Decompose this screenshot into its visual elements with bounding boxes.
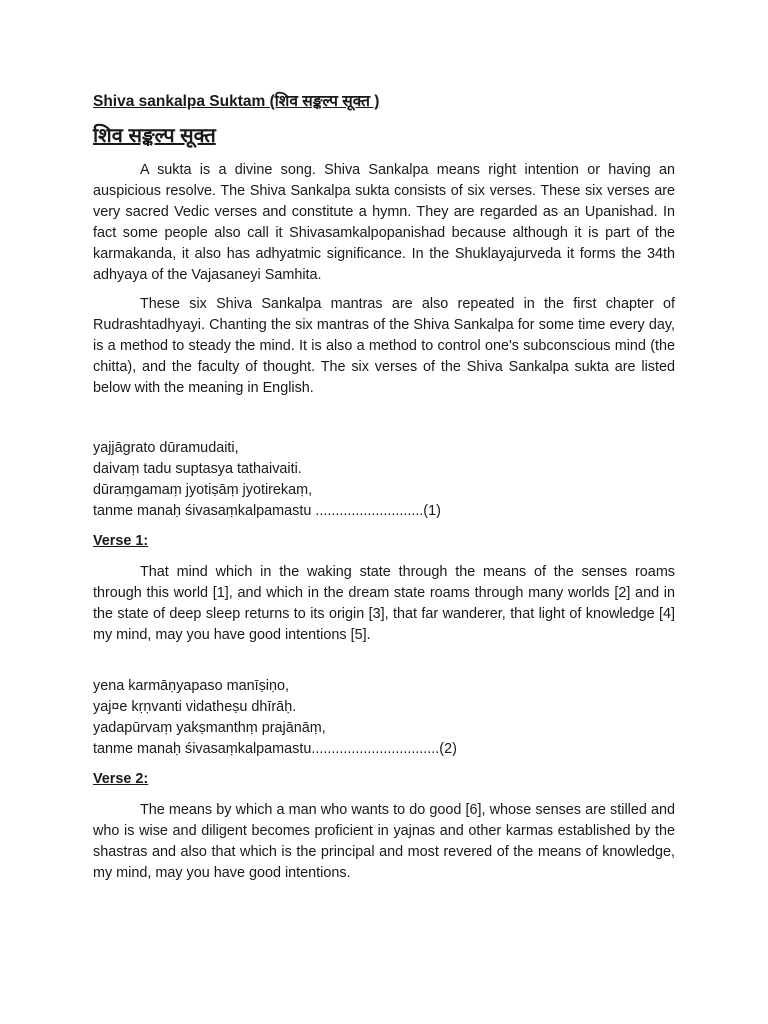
verse-1-heading: Verse 1: — [93, 533, 149, 549]
mantra-block-1 — [93, 438, 441, 522]
mantra-line: yajjāgrato dūramudaiti, — [93, 440, 239, 456]
mantra-line: daivaṃ tadu suptasya tathaivaiti. — [93, 461, 302, 477]
verse-1-text: That mind which in the waking state through the means of the senses roams through this world [1], and which in the dream state roams through many worlds [2] and in the state of deep sleep returns to its origin [3], that far wanderer, that light of knowledge [4] my mind, may you have good intentions [5]. — [93, 564, 675, 643]
mantra-line: yena karmāṇyapaso manīṣiṇo, — [93, 678, 289, 694]
intro-paragraph-2: These six Shiva Sankalpa mantras are also repeated in the first chapter of Rudrashtadhyayi. Chanting the six mantras of the Shiva Sankalpa for some time every day, is a method to steady the mind. It is also a method to control one's subconscious mind (the chitta), and the faculty of thought. The six verses of the Shiva Sankalpa sukta are listed below with the meaning in English. — [93, 296, 675, 396]
mantra-line: tanme manaḥ śivasaṃkalpamastu ...........................(1) — [93, 503, 441, 519]
mantra-line: dūraṃgamaṃ jyotiṣāṃ jyotirekaṃ, — [93, 482, 313, 498]
mantra-line: tanme manaḥ śivasaṃkalpamastu................................(2) — [93, 741, 457, 757]
mantra-block-2 — [93, 676, 457, 760]
mantra-line: yadapūrvaṃ yakṣmanthṃ prajānāṃ, — [93, 720, 326, 736]
intro-paragraph-1: A sukta is a divine song. Shiva Sankalpa means right intention or having an auspicious resolve. The Shiva Sankalpa sukta consists of six verses. These six verses are very sacred Vedic verses and constitute a hymn. They are regarded as an Upanishad. In fact some people also call it Shivasamkalpopanishad because although it is part of the karmakanda, it also has adhyatmic significance. In the Shuklayajurveda it forms the 34th adhyaya of the Vajasaneyi Samhita. — [93, 162, 675, 283]
verse-2-heading: Verse 2: — [93, 771, 149, 787]
page-title: Shiva sankalpa Suktam (शिव सङ्कल्प सूक्त ) — [93, 93, 380, 110]
verse-2-text: The means by which a man who wants to do good [6], whose senses are stilled and who is wise and diligent becomes proficient in yajnas and other karmas established by the shastras and also that which is the principal and most revered of the means of knowledge, my mind, may you have good intentions. — [93, 802, 675, 881]
devanagari-heading: शिव सङ्कल्प सूक्त — [93, 125, 216, 147]
mantra-line: yaj¤e kṛṇvanti vidatheṣu dhīrāḥ. — [93, 699, 297, 715]
